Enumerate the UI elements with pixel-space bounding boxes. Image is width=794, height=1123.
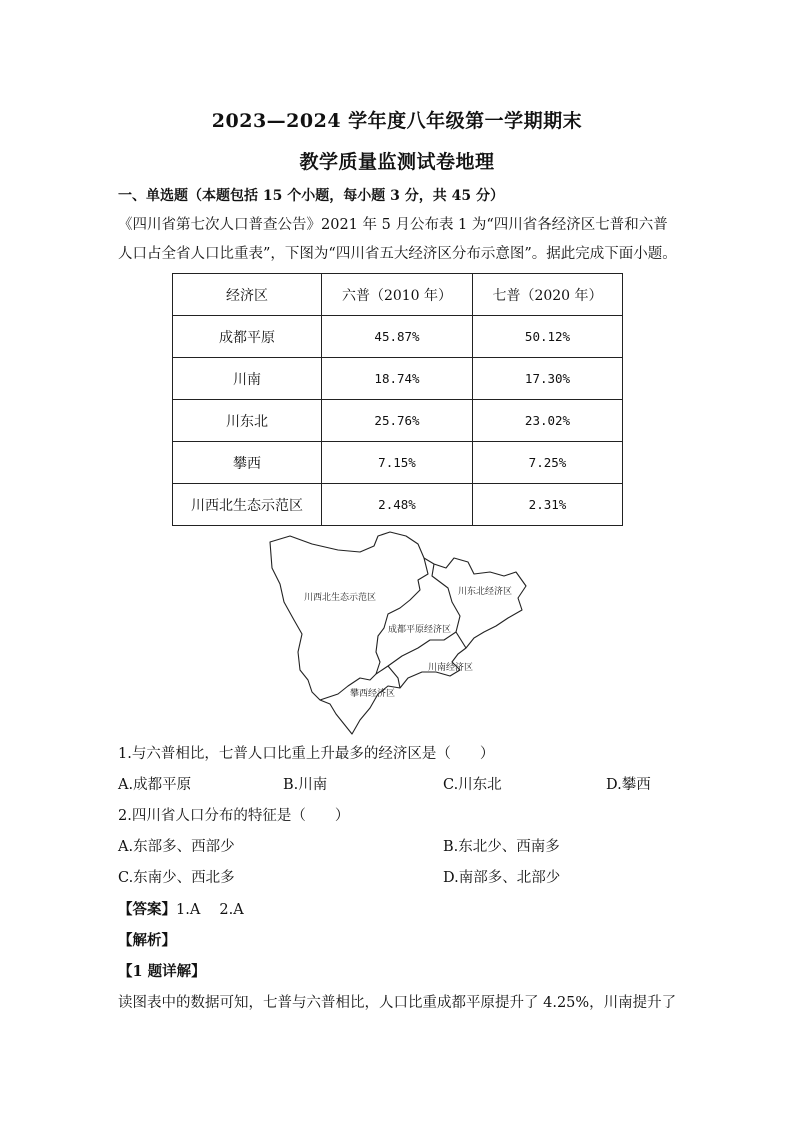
answer-line — [118, 898, 244, 919]
question-2-option-a[interactable]: A.东部多、西部少 — [118, 839, 235, 855]
region-cell: 川东北 — [173, 400, 322, 442]
census7-cell: 7.25% — [473, 442, 623, 484]
census7-cell: 23.02% — [473, 400, 623, 442]
map-label-northeast: 川东北经济区 — [458, 587, 513, 597]
table-row — [173, 358, 623, 400]
exam-title-line2: 教学质量监测试卷地理 — [299, 151, 495, 173]
map-label-northwest: 川西北生态示范区 — [304, 593, 377, 603]
question-2-stem: 2.四川省人口分布的特征是（ ） — [118, 808, 350, 824]
boundary-south-panxi — [388, 666, 400, 688]
section-heading: 一、单选题（本题包括 15 个小题，每小题 3 分，共 45 分） — [118, 188, 504, 204]
boundary-chengdu-ne — [432, 564, 466, 648]
census6-cell: 2.48% — [322, 484, 473, 526]
census7-cell: 2.31% — [473, 484, 623, 526]
exam-title-line1: 2023—2024 学年度八年级第一学期期末 — [211, 110, 583, 132]
census7-cell: 17.30% — [473, 358, 623, 400]
table-row — [173, 400, 623, 442]
census7-cell: 50.12% — [473, 316, 623, 358]
table-row — [173, 484, 623, 526]
map-label-chengdu: 成都平原经济区 — [388, 625, 452, 635]
question-2-option-d[interactable]: D.南部多、北部少 — [443, 870, 561, 886]
region-cell: 川南 — [173, 358, 322, 400]
answer-text: 1.A 2.A — [176, 902, 244, 918]
region-cell: 攀西 — [173, 442, 322, 484]
table-header-cell: 六普（2010 年） — [322, 274, 473, 316]
question-2-option-b[interactable]: B.东北少、西南多 — [443, 839, 560, 855]
analysis-label: 【解析】 — [118, 932, 176, 949]
census6-cell: 7.15% — [322, 442, 473, 484]
table-header-row — [173, 274, 623, 316]
question-1-option-c[interactable]: C.川东北 — [443, 777, 502, 793]
census6-cell: 25.76% — [322, 400, 473, 442]
map-label-south: 川南经济区 — [428, 663, 474, 673]
question-1-option-d[interactable]: D.攀西 — [606, 777, 651, 793]
detail-label: 【1 题详解】 — [118, 963, 206, 980]
answer-label: 【答案】 — [118, 901, 176, 918]
table-header-cell: 经济区 — [173, 274, 322, 316]
question-1-option-a[interactable]: A.成都平原 — [118, 777, 192, 793]
question-1-stem: 1.与六普相比，七普人口比重上升最多的经济区是（ ） — [118, 746, 495, 762]
census6-cell: 45.87% — [322, 316, 473, 358]
region-cell: 成都平原 — [173, 316, 322, 358]
question-2-option-c[interactable]: C.东南少、西北多 — [118, 870, 235, 886]
question-1-option-b[interactable]: B.川南 — [283, 777, 328, 793]
map-label-panxi: 攀西经济区 — [350, 689, 396, 699]
table-row — [173, 442, 623, 484]
census6-cell: 18.74% — [322, 358, 473, 400]
table-row — [173, 316, 623, 358]
table-header-cell: 七普（2020 年） — [473, 274, 623, 316]
detail-text: 读图表中的数据可知，七普与六普相比，人口比重成都平原提升了 4.25%，川南提升了 — [118, 995, 677, 1011]
intro-paragraph: 《四川省第七次人口普查公告》2021 年 5 月公布表 1 为“四川省各经济区七普和六普人口占全省人口比重表”，下图为“四川省五大经济区分布示意图”。据此完成下面小题。 — [118, 217, 677, 262]
region-cell: 川西北生态示范区 — [173, 484, 322, 526]
population-share-table — [172, 273, 623, 526]
sichuan-economic-zones-map — [260, 528, 535, 736]
